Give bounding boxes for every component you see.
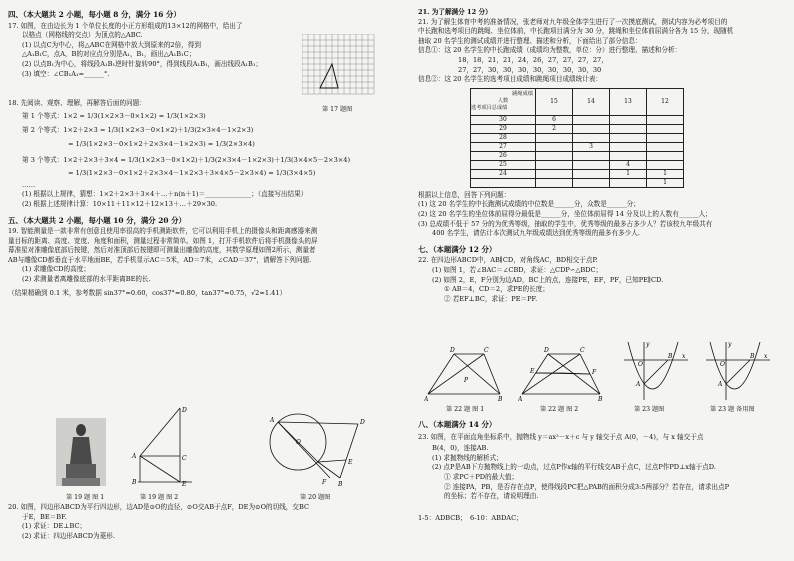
col-header: 13 — [610, 88, 647, 115]
table-cell — [536, 160, 573, 169]
section-4-heading: 四、（本大题共 2 小题，每小题 8 分，满分 16 分） — [8, 10, 181, 19]
q23-line: 23. 如图，在平面直角坐标系中，抛物线 y＝ax²－x＋c 与 y 轴交于点 A(0，－4)，与 x 轴交于点 — [418, 432, 704, 441]
svg-text:E: E — [530, 368, 535, 375]
row-label: 26 — [471, 151, 536, 160]
table-row — [471, 115, 684, 124]
table-cell — [573, 160, 610, 169]
col-header: 12 — [647, 88, 684, 115]
table-cell — [610, 151, 647, 160]
q21-line: 27，27，30，30，30，30，30，30，30，30 — [458, 65, 602, 74]
question-20 — [8, 503, 398, 541]
table-row — [471, 142, 684, 151]
q23-line: ② 连接PA，PB，是否存在点P，使得线段PC把△PAB的面积分成3:5两部分？若存在，请求出点P — [444, 482, 730, 491]
svg-text:A: A — [718, 381, 723, 388]
q21-after-line: 400 名学生，请估计本次测试九年级成绩达到优秀等级的最多有多少人. — [432, 229, 640, 238]
svg-text:F: F — [322, 479, 327, 486]
svg-text:B: B — [498, 396, 503, 402]
svg-text:D: D — [182, 407, 187, 414]
table-cell: 2 — [536, 124, 573, 133]
svg-text:D: D — [450, 347, 455, 354]
corner-mid-label: 人数 — [497, 98, 509, 105]
corner-bottom-label: 选考项目总成绩 — [471, 105, 508, 112]
table-header-row — [471, 88, 684, 115]
score-table — [470, 88, 684, 188]
q21-line: 信息②：这 20 名学生的选考项目成绩和跳绳项目成绩统计表： — [418, 75, 603, 84]
q20-line: (1) 求证：DE⊥BC； — [22, 522, 87, 531]
q21-line: 抽取 20 名学生的测试成绩并进行整理、描述和分析，下面给出了部分信息： — [418, 36, 642, 45]
section-5-heading: 五、（本大题共 2 小题，每小题 10 分，满分 20 分） — [8, 215, 186, 225]
q23-line: (2) 点P是AB下方抛物线上的一动点，过点P作x轴的平行线交AB于点C，过点P作PD⊥x轴于点D. — [432, 463, 716, 472]
svg-text:F: F — [592, 369, 597, 376]
table-cell — [610, 133, 647, 142]
svg-text:A: A — [636, 381, 641, 388]
question-17 — [8, 22, 308, 80]
svg-text:E: E — [182, 481, 187, 486]
q19-line: AB与雕像CD都垂直于水平地面BE，若手机显示AC＝5米，AD＝7米，∠CAD＝37°，请解答下列问题. — [8, 255, 312, 264]
svg-text:C: C — [484, 347, 489, 354]
q23-figure — [622, 340, 690, 402]
table-cell — [573, 169, 610, 178]
table-cell — [536, 142, 573, 151]
q21-line: 18，18，21，21，24，26，27，27，27，27， — [458, 55, 608, 64]
q23-line: B(4，0)，连接AB. — [432, 444, 489, 453]
table-cell: 4 — [610, 160, 647, 169]
svg-text:C: C — [580, 347, 585, 354]
table-cell — [610, 124, 647, 133]
table-cell — [536, 151, 573, 160]
corner-top-label: 跳绳成绩 — [512, 91, 533, 98]
question-22 — [418, 256, 788, 304]
q21-after-line: (2) 这 20 名学生的坐位体前屈得分最低是______分，坐位体前屈得 14 分及以上的人数有______人； — [418, 209, 712, 218]
table-cell — [647, 142, 684, 151]
q21-after-line: (1) 这 20 名学生的中长跑测试成绩的中位数是______分，众数是______分； — [418, 200, 640, 209]
q18-line: 18. 先阅读、观察、理解，再解答后面的问题： — [8, 99, 146, 108]
q18-line: 第 1 个等式：1×2 = 1/3(1×2×3－0×1×2) = 1/3(1×2×3) — [22, 111, 206, 120]
table-cell — [647, 151, 684, 160]
fig22-2-caption: 第 22 题 图 2 — [540, 406, 579, 413]
svg-text:B: B — [338, 481, 343, 488]
q19-figure-2 — [128, 404, 198, 486]
q17-line: △A₁B₁C，点A，B的对应点分别是A₁，B₁，画出△A₁B₁C； — [22, 50, 196, 59]
section-8-heading: 八、（本题满分 14 分） — [418, 420, 497, 429]
table-cell — [647, 124, 684, 133]
svg-text:P: P — [464, 377, 469, 384]
table-row — [471, 124, 684, 133]
q17-grid-figure — [302, 34, 380, 100]
q18-line: 第 3 个等式：1×2＋2×3＋3×4 = 1/3(1×2×3－0×1×2)＋1/3(2×3×4－1×2×3)＋1/3(3×4×5－2×3×4) — [22, 155, 351, 164]
table-cell — [610, 142, 647, 151]
svg-text:O: O — [296, 439, 301, 446]
svg-text:C: C — [182, 455, 187, 462]
q21-line: 信息①：这 20 名学生的中长跑成绩（成绩均为整数，单位：分）进行整理、描述和分析： — [418, 46, 682, 55]
q20-line: 20. 如图，四边形ABCD为平行四边形，边AD是⊙O的直径，⊙O交AB于点F，DE为⊙O的切线，交BC — [8, 503, 309, 511]
table-cell: 3 — [573, 142, 610, 151]
right-column — [418, 8, 788, 304]
table-cell — [536, 169, 573, 178]
q19-line: （结果精确到 0.1 米，参考数据 sin37°≈0.60，cos37°≈0.80，tan37°≈0.75，√2≈1.41） — [8, 288, 287, 297]
svg-text:x: x — [764, 353, 768, 360]
table-cell — [647, 160, 684, 169]
row-label: 24 — [471, 169, 536, 178]
q18-line: 第 2 个等式：1×2＋2×3 = 1/3(1×2×3－0×1×2)＋1/3(2×3×4－1×2×3) — [22, 126, 254, 135]
q23-line: ① 求PC＋PD的最大值； — [444, 472, 519, 481]
fig22-1-caption: 第 22 题 图 1 — [446, 406, 485, 413]
q20-line: (2) 求证：四边形ABCD为菱形. — [22, 531, 115, 540]
q22-line: ② 若EF⊥BC，求证：PE＝PF. — [444, 294, 538, 303]
question-19 — [8, 227, 398, 298]
svg-text:y: y — [646, 341, 650, 348]
question-21 — [418, 18, 788, 85]
q21-after — [418, 191, 788, 239]
q19-line: (1) 求雕像CD的高度； — [22, 265, 90, 274]
q18-line: …… — [22, 180, 36, 189]
q20-line: 于E，BE＝BF. — [22, 512, 67, 521]
svg-text:B: B — [750, 353, 755, 360]
fig19-1-caption: 第 19 题 图 1 — [66, 494, 105, 501]
table-row — [471, 151, 684, 160]
svg-text:B: B — [132, 479, 137, 486]
svg-text:E: E — [348, 459, 353, 466]
q23-backup-figure — [704, 340, 772, 402]
table-cell — [610, 178, 647, 187]
svg-text:A: A — [424, 396, 429, 402]
q17-line: (1) 以点C为中心，将△ABC在网格中放大到原来的2倍，得到 — [22, 40, 201, 49]
svg-text:D: D — [544, 347, 549, 354]
table-row — [471, 133, 684, 142]
svg-text:x: x — [682, 353, 686, 360]
table-cell — [573, 151, 610, 160]
svg-text:A: A — [518, 396, 523, 402]
svg-text:O: O — [638, 361, 643, 368]
q18-line: = 1/3(1×2×3－0×1×2＋2×3×4－1×2×3＋3×4×5－2×3×4) = 1/3(3×4×5) — [68, 169, 316, 178]
table-cell: 1 — [647, 169, 684, 178]
table-row — [471, 169, 684, 178]
question-18 — [8, 99, 398, 209]
q17-line: 17. 如图，在由边长为 1 个单位长度的小正方形组成的13×12的网格中，给出了 — [8, 21, 243, 30]
row-label: 28 — [471, 133, 536, 142]
table-cell — [647, 115, 684, 124]
fig23-backup-caption: 第 23 题 备用图 — [710, 406, 755, 413]
table-cell — [573, 115, 610, 124]
table-row — [471, 178, 684, 187]
q18-line: (2) 根据上述规律计算：10×11＋11×12＋12×13＋…＋29×30. — [22, 199, 218, 208]
row-label: 27 — [471, 142, 536, 151]
row-label: 30 — [471, 115, 536, 124]
q17-caption: 第 17 题图 — [322, 106, 353, 113]
answer-key: 1-5：ADBCB； 6-10：ABDAC； — [418, 513, 523, 522]
q21-header: 21. 为了解满分 12 分） — [418, 8, 492, 16]
q17-line: 以格点（网格线的交点）为顶点的△ABC. — [22, 31, 143, 40]
row-label: 25 — [471, 160, 536, 169]
table-cell — [647, 133, 684, 142]
table-cell — [573, 133, 610, 142]
svg-text:A: A — [270, 417, 275, 424]
q21-after-line: (3) 总成绩不低于 57 分的为优秀等级，抽取的学生中，优秀等级的最多占多少人？若该校九年级共有 — [418, 219, 713, 228]
fig19-2-caption: 第 19 题 图 2 — [140, 494, 179, 501]
svg-text:B: B — [668, 353, 673, 360]
fig20-caption: 第 20 题图 — [300, 494, 331, 501]
svg-text:y: y — [728, 341, 732, 348]
q19-line: (2) 求测量者离雕像底部的水平距离BE的长. — [22, 275, 151, 284]
row-label — [471, 178, 536, 187]
q18-line: (1) 根据以上规律，猜想：1×2＋2×3＋3×4＋…＋n(n＋1)＝______________；（直接写出结果） — [22, 190, 308, 199]
col-header: 14 — [573, 88, 610, 115]
col-header: 15 — [536, 88, 573, 115]
q19-line: 19. 智能测量是一款非常有创意且使用率很高的手机测距软件，它可以利用手机上的摄像头和距离感器来测 — [8, 227, 318, 236]
table-cell — [610, 115, 647, 124]
statue-photo — [56, 418, 106, 486]
q21-after-line: 根据以上信息，回答下列问题： — [418, 190, 511, 199]
q19-line: 幕准星对准雕像底部后按键，然后对准顶部后按键即可测量出雕像的高度，其数学原理如图2所示，测量者 — [8, 246, 316, 255]
row-label: 29 — [471, 124, 536, 133]
svg-text:B: B — [598, 396, 603, 402]
q21-line: 中长跑和选考项目的跳绳、坐位体前，中长跑项目满分为 30 分，跳绳和坐位体前屈满分各为 15 分，现随机 — [418, 27, 734, 36]
table-cell: 1 — [610, 169, 647, 178]
q22-figure-2 — [518, 344, 604, 402]
section-7-heading: 七、（本题满分 12 分） — [418, 244, 497, 254]
section-8 — [418, 418, 788, 523]
table-cell — [536, 133, 573, 142]
table-row — [471, 160, 684, 169]
q22-figure-1 — [424, 344, 504, 402]
svg-text:O: O — [720, 361, 725, 368]
q22-line: (1) 如图 1，若∠BAC＝∠CBD，求证：△CDP∽△BDC； — [432, 265, 603, 274]
table-cell — [573, 124, 610, 133]
svg-text:A: A — [132, 453, 137, 460]
table-cell — [573, 178, 610, 187]
fig23-caption: 第 23 题图 — [634, 406, 665, 413]
q22-line: ① AB＝4，CD＝2，求PE的长度； — [444, 285, 549, 294]
q22-line: (2) 如图 2，E，F分别为边AD，BC上的点，连接PE，EF，PF，已知PE∥CD. — [432, 275, 664, 284]
table-cell: 1 — [647, 178, 684, 187]
q17-line: (3) 填空：∠CB₁A₁=______°. — [22, 69, 110, 78]
q19-line: 量目标的距离、高度、宽度、角度和面积，测量过程非常简单。如图 1，打开手机软件后将手机摄像头的屏 — [8, 236, 318, 245]
table-cell — [536, 178, 573, 187]
q17-line: (2) 以点B₁为中心，将线段A₁B₁逆时针旋转90°，得到线段A₁B₁，画出线段A₁B₁； — [22, 59, 263, 68]
q22-line: 22. 在四边形ABCD中，AB∥CD，对角线AC，BD相交于点P. — [418, 256, 598, 265]
svg-text:D: D — [360, 419, 365, 426]
question-23 — [418, 433, 788, 502]
q18-line: = 1/3(1×2×3－0×1×2＋2×3×4－1×2×3) = 1/3(2×3×4) — [68, 139, 255, 148]
q21-line: 21. 为了解生体育中考的准备情况，张老师对九年级全体学生进行了一次摸底测试，测试内容为必考项目的 — [418, 17, 728, 26]
q23-line: 的坐标；若不存在，请说明理由. — [444, 492, 539, 501]
q23-line: (1) 求抛物线的解析式； — [432, 453, 503, 462]
q20-figure — [262, 404, 372, 488]
table-cell: 6 — [536, 115, 573, 124]
